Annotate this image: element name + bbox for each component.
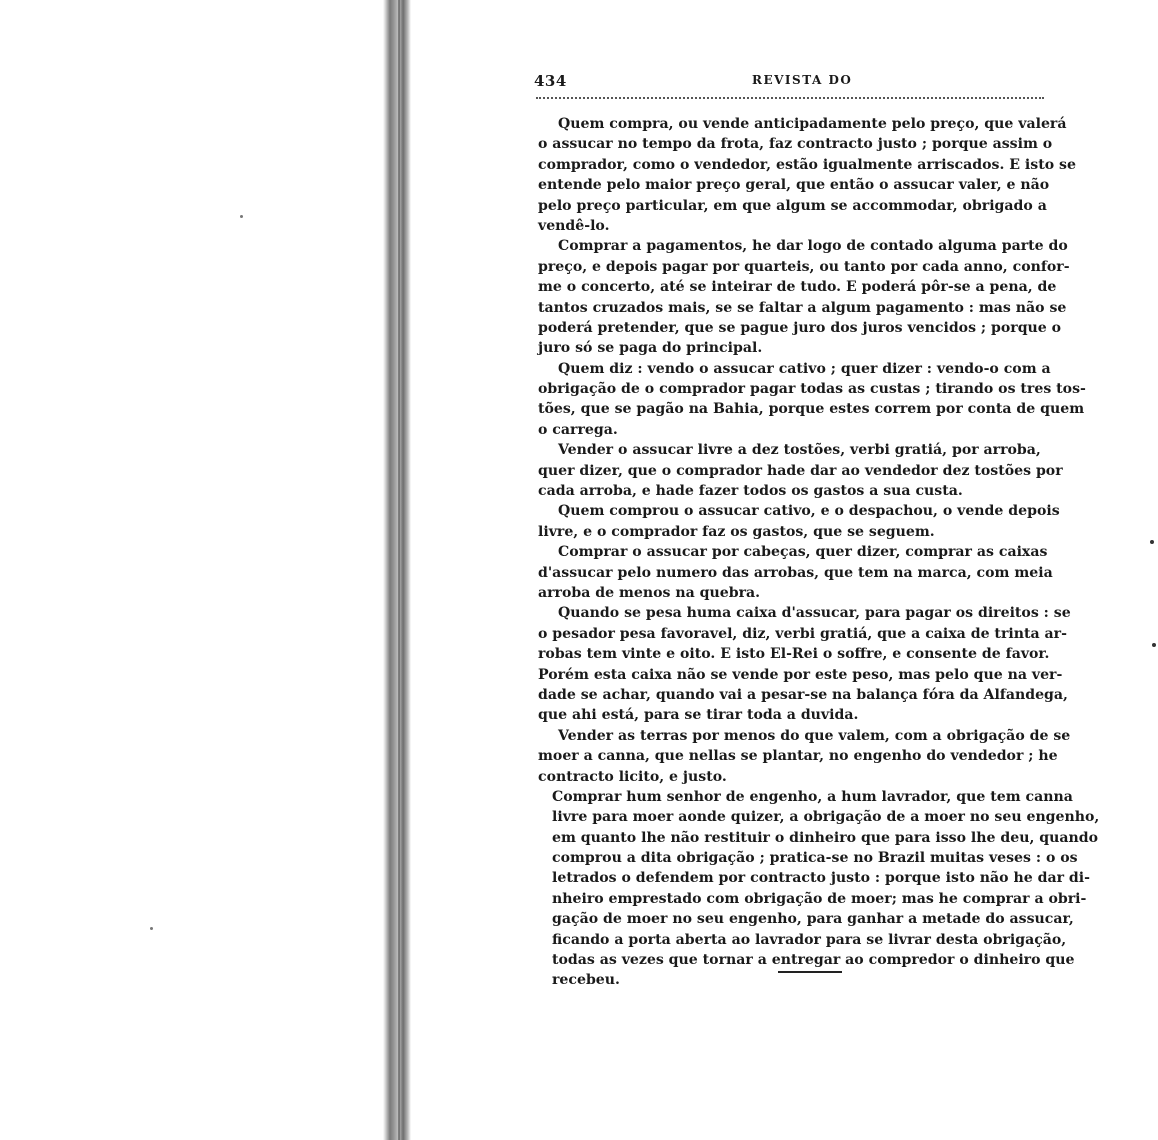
text-line: o carrega. [538,421,618,438]
text-line: d'assucar pelo numero das arrobas, que tem na marca, com meia [538,564,1053,581]
paper-speck [1152,643,1156,647]
text-line: cada arroba, e hade fazer todos os gastos a sua custa. [538,483,963,500]
text-line: quer dizer, que o comprador hade dar ao vendedor dez tostões por [538,462,1063,479]
text-line: recebeu. [552,972,620,989]
text-line: que ahi está, para se tirar toda a duvida. [538,707,859,724]
header-rule [536,97,1044,99]
body-text [538,114,1100,991]
text-line: juro só se paga do principal. [538,340,763,357]
page-number: 434 [534,72,567,90]
text-line: Vender as terras por menos do que valem, com a obrigação de se [558,727,1071,744]
text-line: gação de moer no seu engenho, para ganhar a metade do assucar, [552,911,1074,928]
section-end-rule [778,971,842,973]
text-line: livre para moer aonde quizer, a obrigação de a moer no seu engenho, [552,809,1100,826]
text-line: Comprar hum senhor de engenho, a hum lavrador, que tem canna [552,788,1073,805]
text-line: dade se achar, quando vai a pesar-se na balança fóra da Alfandega, [538,686,1068,703]
text-line: pelo preço particular, em que algum se accommodar, obrigado a [538,197,1047,214]
text-line: comprador, como o vendedor, estão igualmente arriscados. E isto se [538,156,1076,173]
text-line: arroba de menos na quebra. [538,584,761,601]
text-line: obrigação de o comprador pagar todas as custas ; tirando os tres tos- [538,381,1086,398]
text-line: o assucar no tempo da frota, faz contracto justo ; porque assim o [538,136,1053,153]
book-gutter-line [398,0,400,1140]
book-spine-shadow [383,0,411,1140]
text-line: o pesador pesa favoravel, diz, verbi gratiá, que a caixa de trinta ar- [538,625,1067,642]
text-line: Comprar o assucar por cabeças, quer dizer, comprar as caixas [558,544,1048,561]
running-title: REVISTA DO [752,73,853,87]
text-line: comprou a dita obrigação ; pratica-se no Brazil muitas veses : o os [552,850,1078,867]
text-line: moer a canna, que nellas se plantar, no engenho do vendedor ; he [538,748,1058,765]
text-line: vendê-lo. [538,217,610,234]
text-line: ficando a porta aberta ao lavrador para se livrar desta obrigação, [552,931,1067,948]
paper-speck [150,927,153,930]
text-line: preço, e depois pagar por quarteis, ou tanto por cada anno, confor- [538,258,1070,275]
text-line: Quem comprou o assucar cativo, e o despachou, o vende depois [558,503,1060,520]
text-line: Vender o assucar livre a dez tostões, verbi gratiá, por arroba, [558,442,1041,459]
text-line: Quando se pesa huma caixa d'assucar, para pagar os direitos : se [558,605,1071,622]
text-line: poderá pretender, que se pague juro dos juros vencidos ; porque o [538,319,1062,336]
text-line: Porém esta caixa não se vende por este peso, mas pelo que na ver- [538,666,1063,683]
text-line: em quanto lhe não restituir o dinheiro que para isso lhe deu, quando [552,829,1098,846]
text-line: entende pelo maior preço geral, que então o assucar valer, e não [538,177,1050,194]
page-header [534,72,1046,94]
text-line: Comprar a pagamentos, he dar logo de contado alguma parte do [558,238,1068,255]
text-line: nheiro emprestado com obrigação de moer; mas he comprar a obri- [552,890,1087,907]
paper-speck [240,215,243,218]
text-line: tões, que se pagão na Bahia, porque estes correm por conta de quem [538,401,1085,418]
text-line: contracto licito, e justo. [538,768,727,785]
text-line: Quem diz : vendo o assucar cativo ; quer dizer : vendo-o com a [558,360,1051,377]
text-line: Quem compra, ou vende anticipadamente pelo preço, que valerá [558,116,1067,132]
text-line: tantos cruzados mais, se se faltar a algum pagamento : mas não se [538,299,1067,316]
text-line: me o concerto, até se inteirar de tudo. E poderá pôr-se a pena, de [538,279,1057,296]
text-line: robas tem vinte e oito. E isto El-Rei o soffre, e consente de favor. [538,646,1050,663]
paper-speck [1150,540,1154,544]
text-line: livre, e o comprador faz os gastos, que se seguem. [538,523,935,540]
text-line: letrados o defendem por contracto justo : porque isto não he dar di- [552,870,1090,887]
text-line: todas as vezes que tornar a entregar ao compredor o dinheiro que [552,952,1075,969]
